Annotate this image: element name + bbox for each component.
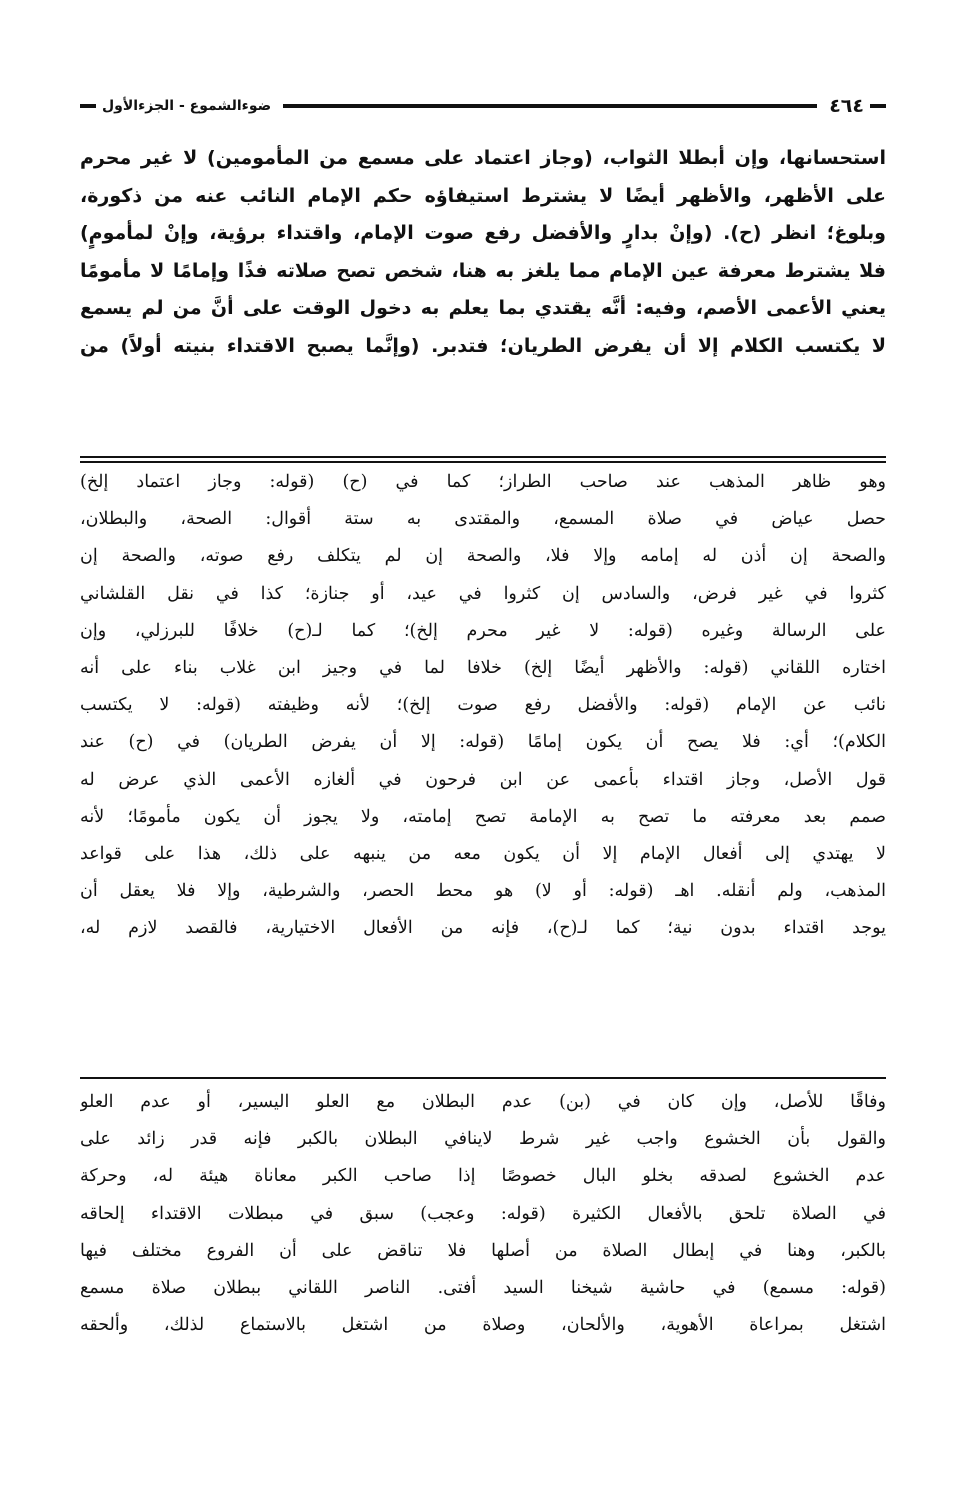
commentary-line: على الرسالة وغيره (قوله: لا غير محرم إلخ)؛ كما لـ(ح) خلافًا للبرزلي، وإن [80, 620, 886, 641]
main-text-line: فلا يشترط معرفة عين الإمام مما يلغز به هنا، شخص تصح صلاته فذًا وإمامًا لا مأمومًا [80, 259, 886, 282]
commentary-line: الكلام)؛ أي: فلا يصح أن يكون إمامًا (قوله: إلا أن يفرض الطريان) في (ح) عند [80, 732, 886, 753]
double-divider [80, 456, 886, 463]
running-header [80, 92, 886, 120]
page-number: ٤٦٤ [829, 95, 864, 117]
gloss-text [80, 1084, 886, 1344]
header-dash-left [80, 104, 96, 108]
gloss-line: في الصلاة تلحق بالأفعال الكثيرة (قوله: وعجب) سبق في مبطلات الاقتداء إلحاقه [80, 1203, 886, 1224]
commentary-line: قول الأصل، وجاز اقتداء بأعمى عن ابن فرحون في ألغازه الأعمى الذي عرض له [80, 769, 886, 790]
commentary-line: اختاره اللقاني (قوله: والأظهر أيضًا إلخ) خلافا لما في وجيز ابن غلاب بناء على أنه [80, 658, 886, 679]
main-text-line: يعني الأعمى الأصم، وفيه: أنَّه يقتدي بما يعلم به دخول الوقت على أنَّ من لم يسمع [80, 297, 886, 319]
header-dash-right [870, 104, 886, 108]
gloss-line: (قوله: مسمع) في حاشية شيخنا السيد أفتى. الناصر اللقاني ببطلان صلاة مسمع [80, 1278, 886, 1299]
gloss-line: اشتغل بمراعاة الأهوية، والألحان، وصلاة من اشتغل بالاستماع لذلك، وألحقه [80, 1315, 886, 1336]
main-text-line: لا يكتسب الكلام إلا أن يفرض الطريان؛ فتدبر. (وإنَّما يصبح الاقتداء بنيته أولاً) من [80, 334, 886, 357]
commentary-line: صمم بعد معرفته ما تصح به الإمامة تصح إمامته، ولا يجوز أن يكون مأمومًا؛ لأنه [80, 806, 886, 827]
running-title: ضوءالشموع - الجزءالأول [102, 98, 272, 114]
commentary-text [80, 464, 886, 948]
commentary-line: وهو ظاهر المذهب عند صاحب الطراز؛ كما في (ح) (قوله: وجاز اعتماد إلخ) [80, 472, 886, 492]
gloss-line: عدم الخشوع لصدقه بخلو البال خصوصًا إذا صاحب الكبر معاناة هيئة له، وحركة [80, 1166, 886, 1187]
commentary-line: كثروا في غير فرض، والسادس إن كثروا في عيد، أو جنازة؛ كذا في نقل القلشاني [80, 583, 886, 604]
main-text-line: وبلوغ؛ انظر (ح). (وإنْ بدارٍ والأفضل رفع صوت الإمام، واقتداء برؤية، وإنْ لمأمومٍ) [80, 222, 886, 244]
commentary-line: حصل عياض في صلاة المسمع، والمقتدى به ستة أقوال: الصحة، والبطلان، [80, 509, 886, 530]
commentary-line: نائب عن الإمام (قوله: والأفضل رفع صوت إلخ)؛ لأنه وظيفته (قوله: لا يكتسب [80, 695, 886, 716]
gloss-line: وفاقًا للأصل، وإن كان في (بن) عدم البطلان مع العلو اليسير، أو عدم العلو [80, 1092, 886, 1112]
main-text-line: استحسانها، وإن أبطلا الثواب، (وجاز اعتماد على مسمع من المأمومين) لا غير محرم [80, 147, 886, 169]
gloss-line: بالكبر، وهنا في إبطال الصلاة من أصلها فلا تناقض على أن الفروع مختلف فيها [80, 1240, 886, 1261]
commentary-line: لا يهتدي إلى أفعال الإمام إلا أن يكون معه من ينبهه على ذلك، هذا على قواعد [80, 844, 886, 865]
gloss-line: والقول بأن الخشوع واجب غير شرط لاينافي البطلان بالكبر فإنه قدر زائد على [80, 1129, 886, 1150]
commentary-line: المذهب، ولم أنقله. اهـ (قوله: أو لا) هو محط الحصر، والشرطية، وإلا فلا يعقل أن [80, 881, 886, 902]
commentary-line: يوجد اقتداء بدون نية؛ كما لـ(ح)، فإنه من الأفعال الاختيارية، فالقصد لازم له، [80, 918, 886, 939]
main-text-line: على الأظهر، والأظهر أيضًا لا يشترط استيفاؤه حكم الإمام النائب عنه من ذكورة، [80, 184, 886, 207]
header-rule [283, 104, 817, 108]
main-text [80, 140, 886, 365]
commentary-line: والصحة إن أذن له إمامه وإلا فلا، والصحة إن لم يتكلف رفع صوته، والصحة إن [80, 546, 886, 567]
single-divider [80, 1077, 886, 1079]
